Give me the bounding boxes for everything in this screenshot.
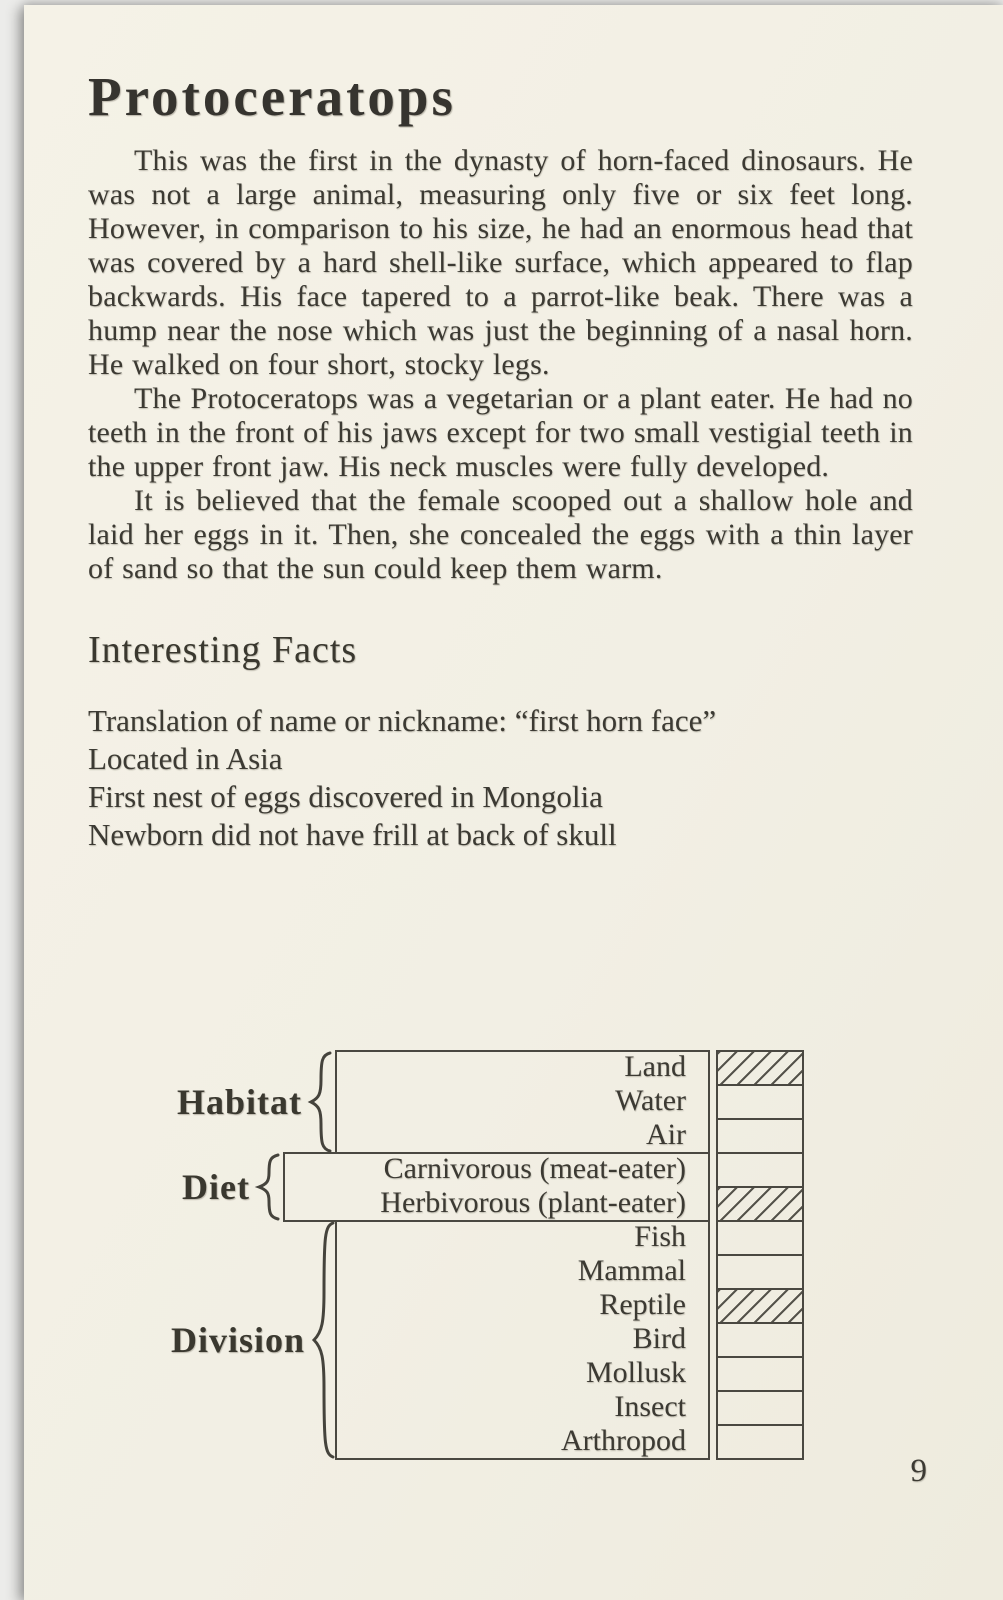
fact-nest: First nest of eggs discovered in Mongolia: [88, 779, 603, 814]
row-label-herbivorous: Herbivorous (plant-eater): [380, 1186, 686, 1219]
checkbox-arthropod: [716, 1424, 804, 1460]
row-label-water: Water: [615, 1084, 686, 1117]
row-label-reptile: Reptile: [599, 1288, 686, 1321]
paragraph-1: This was the first in the dynasty of horn-faced dinosaurs. He was not a large animal, measuring only five or six feet long. However, in comparison to his size, he had an enormous head that was covered by a hard shell-like surface, which appeared to flap backwards. His face tapered to a parrot-like beak. There was a hump near the nose which was just the beginning of a nasal horn. He walked on four short, stocky legs.: [88, 144, 913, 381]
checkbox-mollusk: [716, 1356, 804, 1392]
paragraph-3: It is believed that the female scooped out a shallow hole and laid her eggs in it. Then, she concealed the eggs with a thin layer of sand so that the sun could keep them warm.: [88, 484, 913, 585]
fact-location: Located in Asia: [88, 741, 283, 776]
page-number: 9: [910, 1453, 927, 1489]
division-group-label: Division: [170, 1320, 305, 1360]
scanned-book-page: [24, 5, 1003, 1600]
row-label-bird: Bird: [632, 1322, 686, 1355]
checkbox-land: [716, 1050, 804, 1086]
row-label-land: Land: [624, 1050, 686, 1083]
checkbox-mammal: [716, 1254, 804, 1290]
row-label-mammal: Mammal: [577, 1254, 686, 1287]
interesting-facts-heading: Interesting Facts: [88, 629, 358, 671]
row-label-mollusk: Mollusk: [585, 1356, 686, 1389]
checkbox-water: [716, 1084, 804, 1120]
facts-list: [88, 702, 913, 854]
page-title: Protoceratops: [88, 66, 456, 127]
checkbox-air: [716, 1118, 804, 1154]
habitat-group-label: Habitat: [176, 1082, 302, 1122]
paragraph-2: The Protoceratops was a vegetarian or a plant eater. He had no teeth in the front of his jaws except for two small vestigial teeth in the upper front jaw. His neck muscles were fully developed.: [88, 382, 913, 483]
row-label-fish: Fish: [634, 1220, 686, 1253]
diet-group-label: Diet: [182, 1167, 250, 1207]
diet-brace-icon: [254, 1152, 280, 1222]
row-label-carnivorous: Carnivorous (meat-eater): [383, 1152, 686, 1185]
checkbox-fish: [716, 1220, 804, 1256]
checkbox-bird: [716, 1322, 804, 1358]
classification-chart: [24, 1050, 1003, 1470]
row-label-insect: Insect: [614, 1390, 686, 1423]
checkbox-reptile: [716, 1288, 804, 1324]
checkbox-herbivorous: [716, 1186, 804, 1222]
checkbox-carnivorous: [716, 1152, 804, 1188]
row-label-air: Air: [646, 1118, 686, 1151]
fact-translation: Translation of name or nickname: “first horn face”: [88, 703, 717, 738]
row-label-arthropod: Arthropod: [561, 1424, 686, 1457]
checkbox-insect: [716, 1390, 804, 1426]
fact-newborn: Newborn did not have frill at back of skull: [88, 817, 617, 852]
page-content: [24, 5, 1003, 854]
